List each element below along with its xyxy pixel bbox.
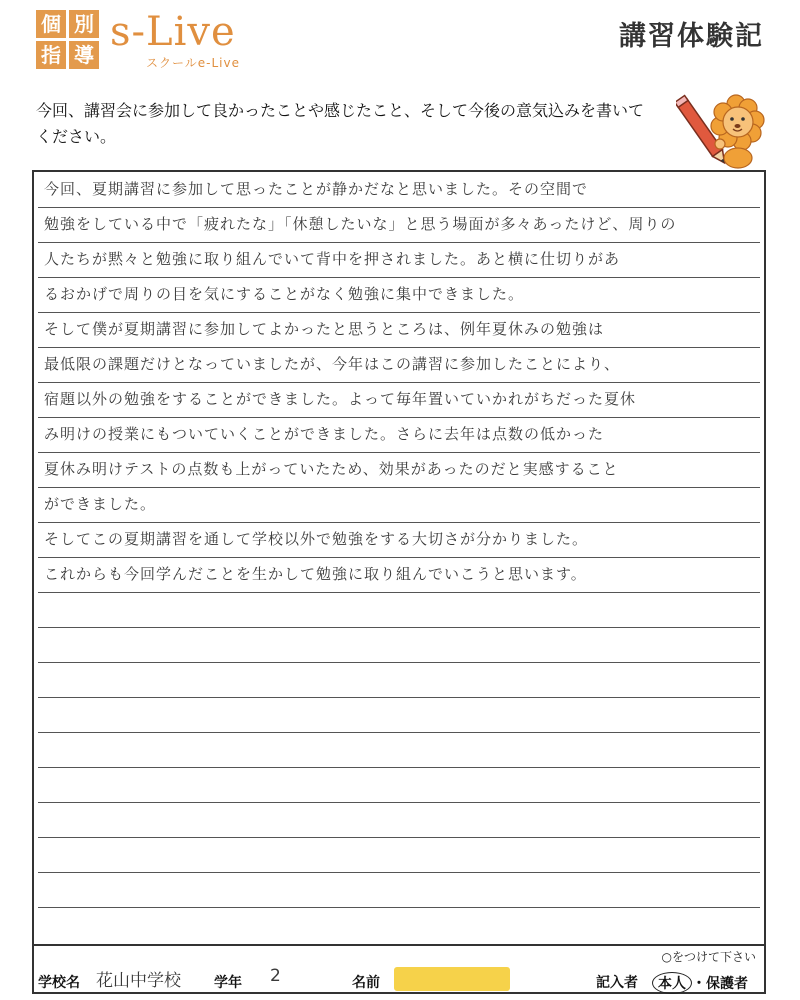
handwriting-line: 最低限の課題だけとなっていましたが、今年はこの講習に参加したことにより、	[44, 355, 621, 373]
document-title: 講習体験記	[619, 21, 764, 52]
logo-brand-subtitle: スクールe-Live	[146, 56, 240, 70]
ruled-line	[38, 837, 760, 838]
ruled-line	[38, 697, 760, 698]
handwriting-line: 宿題以外の勉強をすることができました。よって毎年置いていかれがちだった夏休	[44, 390, 637, 408]
grade-value: 2	[270, 966, 281, 986]
logo-cell: 導	[69, 41, 99, 69]
ruled-line	[38, 662, 760, 663]
handwriting-line: み明けの授業にもついていくことができました。さらに去年は点数の低かった	[44, 425, 605, 443]
lion-with-pencil-icon	[676, 88, 766, 170]
handwriting-line: るおかげで周りの目を気にすることがなく勉強に集中できました。	[44, 285, 525, 303]
handwriting-line: 人たちが黙々と勉強に取り組んでいて背中を押されました。あと横に仕切りがあ	[44, 250, 621, 268]
handwriting-line: 勉強をしている中で「疲れたな」「休憩したいな」と思う場面が多々あったけど、周りの	[44, 215, 677, 233]
handwriting-line: 夏休み明けテストの点数も上がっていたため、効果があったのだと実感すること	[44, 460, 619, 478]
grade-label: 学年	[214, 975, 242, 991]
writer-label: 記入者	[596, 975, 638, 991]
handwriting-line: ができました。	[44, 495, 157, 513]
handwriting-line: そして僕が夏期講習に参加してよかったと思うところは、例年夏休みの勉強は	[44, 320, 605, 338]
logo-brand-name: s-Live	[110, 9, 236, 55]
writer-option-guardian: 保護者	[706, 976, 748, 992]
writer-option-separator: ・	[692, 976, 706, 992]
handwriting-line: 今回、夏期講習に参加して思ったことが静かだなと思いました。その空間で	[44, 180, 589, 198]
instruction-text: 今回、講習会に参加して良かったことや感じたこと、そして今後の意気込みを書いてください。	[36, 101, 645, 146]
school-logo	[36, 10, 276, 70]
handwriting-line: そしてこの夏期講習を通して学校以外で勉強をする大切さが分かりました。	[44, 530, 589, 548]
writer-option-self: 本人	[652, 972, 692, 994]
name-redaction-highlight	[394, 967, 510, 991]
logo-cell: 別	[69, 10, 99, 38]
ruled-line	[38, 802, 760, 803]
ruled-line	[38, 872, 760, 873]
ruled-line	[38, 767, 760, 768]
school-name-label: 学校名	[38, 975, 80, 991]
writer-options	[652, 972, 748, 994]
handwriting-line: これからも今回学んだことを生かして勉強に取り組んでいこうと思います。	[44, 565, 587, 583]
circle-instruction-note: ○をつけて下さい	[661, 950, 756, 964]
logo-cell: 個	[36, 10, 66, 38]
writing-sheet	[32, 170, 766, 994]
form-footer	[34, 944, 764, 996]
ruled-line	[38, 732, 760, 733]
ruled-line	[38, 627, 760, 628]
name-label: 名前	[352, 975, 380, 991]
logo-cell: 指	[36, 41, 66, 69]
ruled-line	[38, 592, 760, 593]
logo-kanji-grid	[36, 10, 100, 70]
ruled-line	[38, 907, 760, 908]
school-name-value: 花山中学校	[96, 971, 181, 991]
